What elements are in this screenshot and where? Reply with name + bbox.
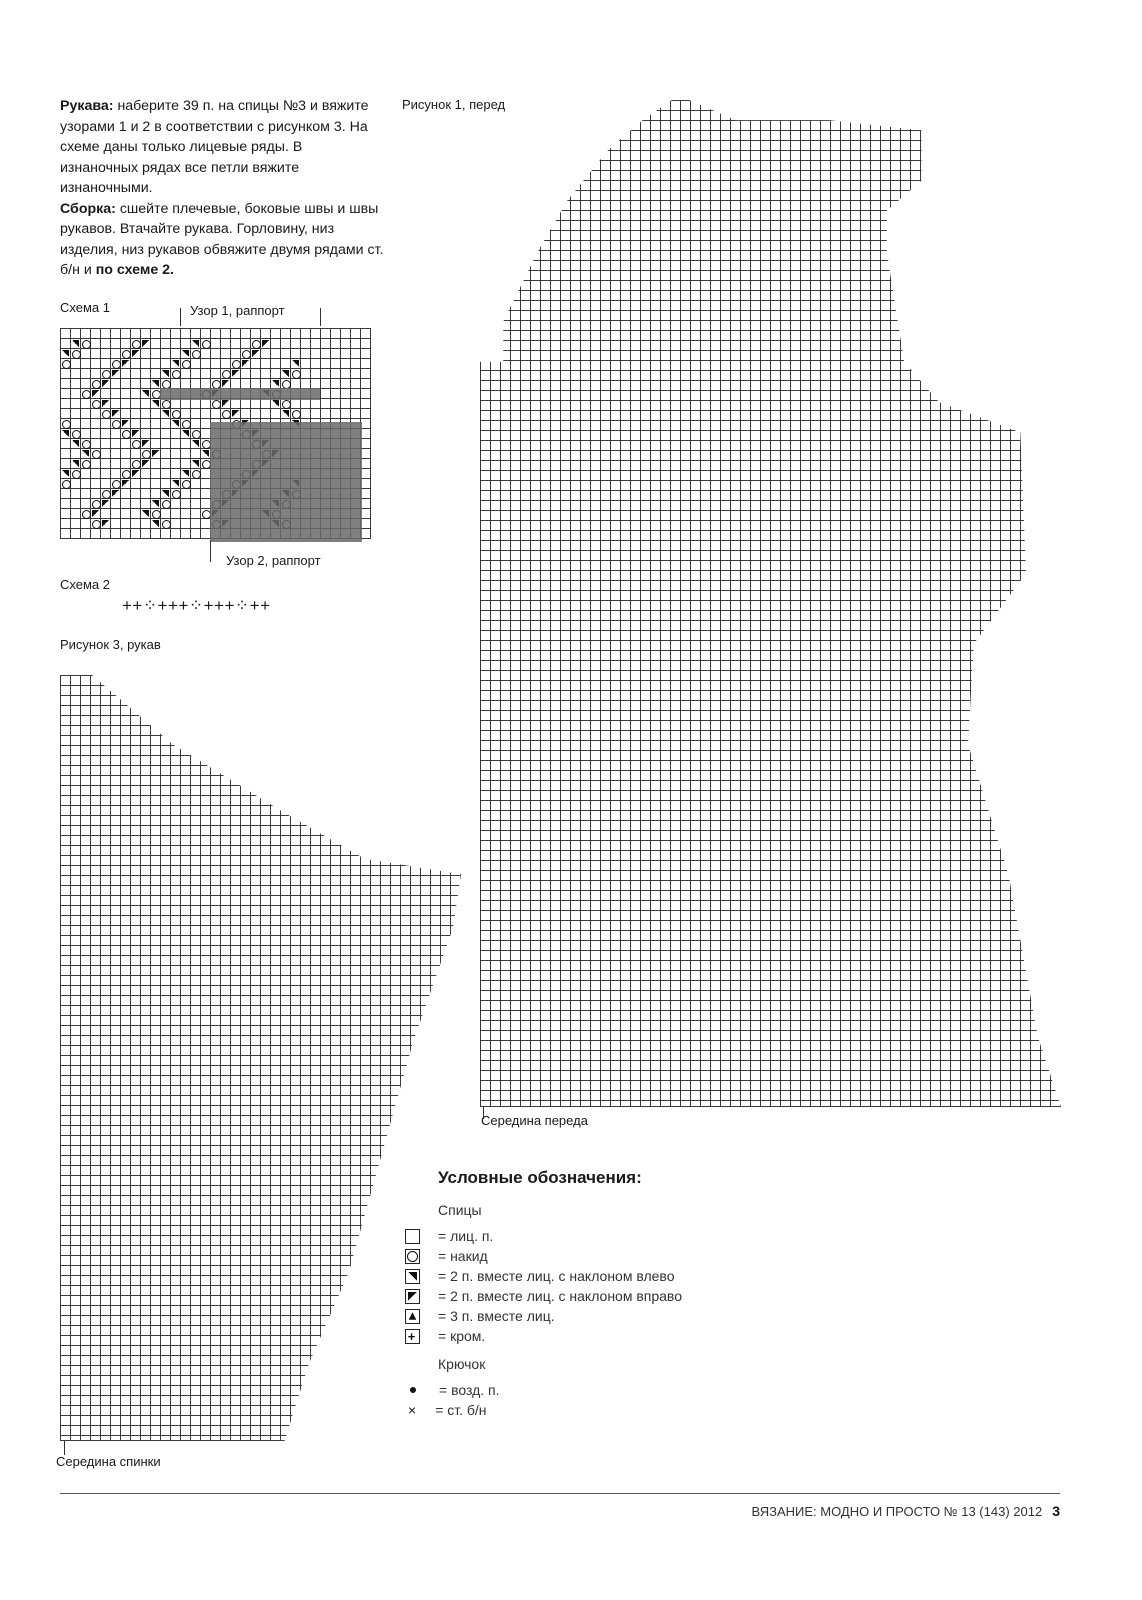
yarn-over-icon bbox=[132, 460, 141, 469]
decrease-left-icon bbox=[142, 390, 149, 397]
decrease-right-icon bbox=[102, 500, 109, 507]
yarn-over-icon bbox=[162, 520, 171, 529]
legend-text-knit: = лиц. п. bbox=[438, 1228, 494, 1244]
scheme2-title: Схема 2 bbox=[60, 577, 110, 592]
decrease-right-icon bbox=[92, 510, 99, 517]
yarn-over-icon bbox=[92, 520, 101, 529]
yarn-over-icon bbox=[172, 490, 181, 499]
figure3-caption: Середина спинки bbox=[56, 1454, 161, 1469]
footer bbox=[700, 1503, 1060, 1519]
decrease-left-icon bbox=[62, 350, 69, 357]
yarn-over-icon bbox=[142, 450, 151, 459]
figure3-center-tick bbox=[64, 1441, 65, 1455]
triple-decrease-icon bbox=[405, 1309, 420, 1324]
legend-text-triple-decrease: = 3 п. вместе лиц. bbox=[438, 1308, 555, 1324]
single-crochet-x-icon: × bbox=[408, 1402, 417, 1418]
legend-row-yarn-over bbox=[438, 1246, 798, 1266]
decrease-right-icon bbox=[232, 370, 239, 377]
yarn-over-icon bbox=[162, 400, 171, 409]
edge-stitch-icon: + bbox=[405, 1329, 420, 1344]
legend-title: Условные обозначения: bbox=[438, 1168, 642, 1187]
decrease-left-icon bbox=[72, 460, 79, 467]
decrease-left-icon bbox=[172, 360, 179, 367]
yarn-over-icon bbox=[192, 430, 201, 439]
pattern1-bracket-left bbox=[180, 308, 181, 326]
decrease-right-icon bbox=[132, 350, 139, 357]
decrease-left-icon bbox=[62, 430, 69, 437]
yarn-over-icon bbox=[112, 480, 121, 489]
legend-row-single-crochet bbox=[408, 1400, 798, 1420]
chain-dot-icon bbox=[410, 1387, 416, 1393]
yarn-over-icon bbox=[282, 400, 291, 409]
yarn-over-icon bbox=[152, 510, 161, 519]
pattern1-label: Узор 1, раппорт bbox=[190, 303, 285, 318]
decrease-right-icon bbox=[152, 450, 159, 457]
yarn-over-icon bbox=[102, 370, 111, 379]
legend-text-single-crochet: = ст. б/н bbox=[435, 1402, 487, 1418]
scheme1-shade-block bbox=[210, 422, 362, 542]
decrease-right-icon bbox=[142, 460, 149, 467]
decrease-right-icon bbox=[122, 480, 129, 487]
legend-row-decrease-right bbox=[438, 1286, 798, 1306]
yarn-over-icon bbox=[62, 360, 71, 369]
decrease-left-icon bbox=[282, 410, 289, 417]
legend-text-edge: = кром. bbox=[438, 1328, 486, 1344]
decrease-right-icon bbox=[112, 490, 119, 497]
decrease-right-icon bbox=[132, 470, 139, 477]
yarn-over-icon bbox=[232, 360, 241, 369]
decrease-right-icon bbox=[252, 350, 259, 357]
legend-row-triple-decrease bbox=[438, 1306, 798, 1326]
decrease-right-icon bbox=[92, 390, 99, 397]
yarn-over-icon bbox=[82, 440, 91, 449]
assembly-label: Сборка: bbox=[60, 200, 116, 217]
yarn-over-icon bbox=[92, 380, 101, 389]
yarn-over-icon bbox=[292, 370, 301, 379]
decrease-right-icon bbox=[132, 430, 139, 437]
yarn-over-icon bbox=[242, 350, 251, 359]
pattern2-bracket bbox=[210, 540, 211, 562]
decrease-left-icon bbox=[272, 400, 279, 407]
footer-rule bbox=[60, 1493, 1060, 1494]
yarn-over-icon bbox=[172, 410, 181, 419]
yarn-over-icon bbox=[82, 510, 91, 519]
blank-square-icon bbox=[405, 1229, 420, 1244]
yarn-over-icon bbox=[72, 430, 81, 439]
yarn-over-icon bbox=[202, 340, 211, 349]
decrease-left-icon bbox=[182, 470, 189, 477]
yarn-over-icon bbox=[62, 480, 71, 489]
decrease-right-icon bbox=[222, 380, 229, 387]
assembly-text: сшейте плечевые, боковые швы и швы рукавов. Втачайте рукава. Горловину, низ изделия, низ рукавов обвяжите двумя рядами ст. б/н и bbox=[60, 200, 384, 278]
decrease-right-icon bbox=[222, 400, 229, 407]
decrease-left-icon bbox=[62, 470, 69, 477]
yarn-over-icon bbox=[122, 470, 131, 479]
yarn-over-icon bbox=[132, 340, 141, 349]
decrease-right-icon bbox=[102, 400, 109, 407]
figure3-title: Рисунок 3, рукав bbox=[60, 637, 161, 652]
figure1-title: Рисунок 1, перед bbox=[402, 97, 506, 112]
decrease-right-icon bbox=[112, 370, 119, 377]
decrease-left-icon bbox=[272, 380, 279, 387]
decrease-left-icon bbox=[162, 490, 169, 497]
yarn-over-icon bbox=[82, 460, 91, 469]
decrease-left-icon bbox=[152, 400, 159, 407]
legend-text-decrease-left: = 2 п. вместе лиц. с наклоном влево bbox=[438, 1268, 675, 1284]
figure1-caption: Середина переда bbox=[481, 1113, 588, 1128]
yarn-over-icon bbox=[92, 450, 101, 459]
legend-text-chain: = возд. п. bbox=[439, 1382, 500, 1398]
yarn-over-icon bbox=[292, 410, 301, 419]
yarn-over-icon bbox=[132, 440, 141, 449]
instructions-text bbox=[60, 96, 384, 281]
legend-hook-label: Крючок bbox=[438, 1356, 486, 1372]
assembly-end: по схеме 2. bbox=[95, 262, 174, 278]
decrease-left-icon bbox=[72, 340, 79, 347]
decrease-left-icon bbox=[162, 370, 169, 377]
yarn-over-icon bbox=[252, 340, 261, 349]
decrease-left-icon bbox=[152, 520, 159, 527]
yarn-over-icon bbox=[172, 370, 181, 379]
decrease-left-icon bbox=[162, 410, 169, 417]
pattern2-label: Узор 2, раппорт bbox=[226, 553, 321, 568]
yarn-over-icon bbox=[82, 390, 91, 399]
yarn-over-icon bbox=[182, 360, 191, 369]
decrease-right-icon bbox=[112, 410, 119, 417]
yarn-over-icon bbox=[92, 400, 101, 409]
legend-text-yarn-over: = накид bbox=[438, 1248, 488, 1264]
yarn-over-icon bbox=[222, 410, 231, 419]
decrease-left-icon bbox=[82, 450, 89, 457]
yarn-over-icon bbox=[212, 400, 221, 409]
decrease-right-icon bbox=[122, 360, 129, 367]
decrease-left-icon bbox=[192, 340, 199, 347]
decrease-right-icon bbox=[242, 360, 249, 367]
pattern1-bracket-right bbox=[320, 308, 321, 326]
decrease-left-icon bbox=[192, 440, 199, 447]
decrease-left-icon bbox=[142, 510, 149, 517]
yarn-over-icon bbox=[72, 470, 81, 479]
yarn-over-icon bbox=[92, 500, 101, 509]
footer-magazine: ВЯЗАНИЕ: МОДНО И ПРОСТО № 13 (143) 2012 bbox=[751, 1504, 1043, 1519]
legend bbox=[407, 1168, 798, 1420]
figure3-chart bbox=[60, 675, 461, 1441]
yarn-over-icon bbox=[102, 490, 111, 499]
decrease-right-icon bbox=[232, 410, 239, 417]
page-number: 3 bbox=[1052, 1503, 1060, 1519]
yarn-over-icon bbox=[222, 370, 231, 379]
legend-row-decrease-left bbox=[438, 1266, 798, 1286]
decrease-left-icon bbox=[192, 460, 199, 467]
yarn-over-icon bbox=[182, 480, 191, 489]
yarn-over-icon bbox=[62, 420, 71, 429]
legend-row-edge bbox=[407, 1326, 798, 1346]
decrease-left-icon bbox=[152, 380, 159, 387]
legend-row-knit bbox=[438, 1226, 798, 1246]
scheme1-title: Схема 1 bbox=[60, 300, 110, 315]
yarn-over-icon bbox=[122, 350, 131, 359]
decrease-left-icon bbox=[152, 500, 159, 507]
sleeves-label: Рукава: bbox=[60, 98, 114, 114]
yarn-over-icon bbox=[102, 410, 111, 419]
decrease-right-icon bbox=[122, 420, 129, 427]
decrease-left-icon bbox=[202, 450, 209, 457]
decrease-left-icon bbox=[282, 370, 289, 377]
yarn-over-icon bbox=[162, 500, 171, 509]
legend-needles-label: Спицы bbox=[438, 1202, 482, 1218]
decrease-right-icon bbox=[142, 340, 149, 347]
decrease-right-icon bbox=[262, 340, 269, 347]
legend-text-decrease-right: = 2 п. вместе лиц. с наклоном вправо bbox=[438, 1288, 683, 1304]
yarn-over-icon bbox=[72, 350, 81, 359]
yarn-over-icon bbox=[122, 430, 131, 439]
decrease-left-icon bbox=[172, 480, 179, 487]
decrease-right-icon bbox=[102, 520, 109, 527]
decrease-right-icon bbox=[102, 380, 109, 387]
decrease-left-icon bbox=[72, 440, 79, 447]
yarn-over-icon bbox=[405, 1249, 420, 1264]
decrease-left-icon bbox=[405, 1269, 420, 1284]
decrease-left-icon bbox=[292, 360, 299, 367]
decrease-left-icon bbox=[182, 430, 189, 437]
sleeves-text: наберите 39 п. на спицы №3 и вяжите узорами 1 и 2 в соответствии с рисунком 3. На схеме даны только лицевые ряды. В изнаночных рядах все петли вяжите изнаночными. bbox=[60, 98, 369, 196]
yarn-over-icon bbox=[82, 340, 91, 349]
yarn-over-icon bbox=[192, 350, 201, 359]
figure1-chart bbox=[480, 100, 1061, 1107]
decrease-left-icon bbox=[182, 350, 189, 357]
legend-row-chain bbox=[438, 1380, 798, 1400]
decrease-right-icon bbox=[405, 1289, 420, 1304]
yarn-over-icon bbox=[112, 420, 121, 429]
decrease-left-icon bbox=[172, 420, 179, 427]
scheme2-edging: ++⁘+++⁘+++⁘++ bbox=[122, 596, 271, 615]
yarn-over-icon bbox=[192, 470, 201, 479]
yarn-over-icon bbox=[112, 360, 121, 369]
scheme1-shade-band bbox=[160, 388, 320, 400]
decrease-right-icon bbox=[142, 440, 149, 447]
yarn-over-icon bbox=[182, 420, 191, 429]
